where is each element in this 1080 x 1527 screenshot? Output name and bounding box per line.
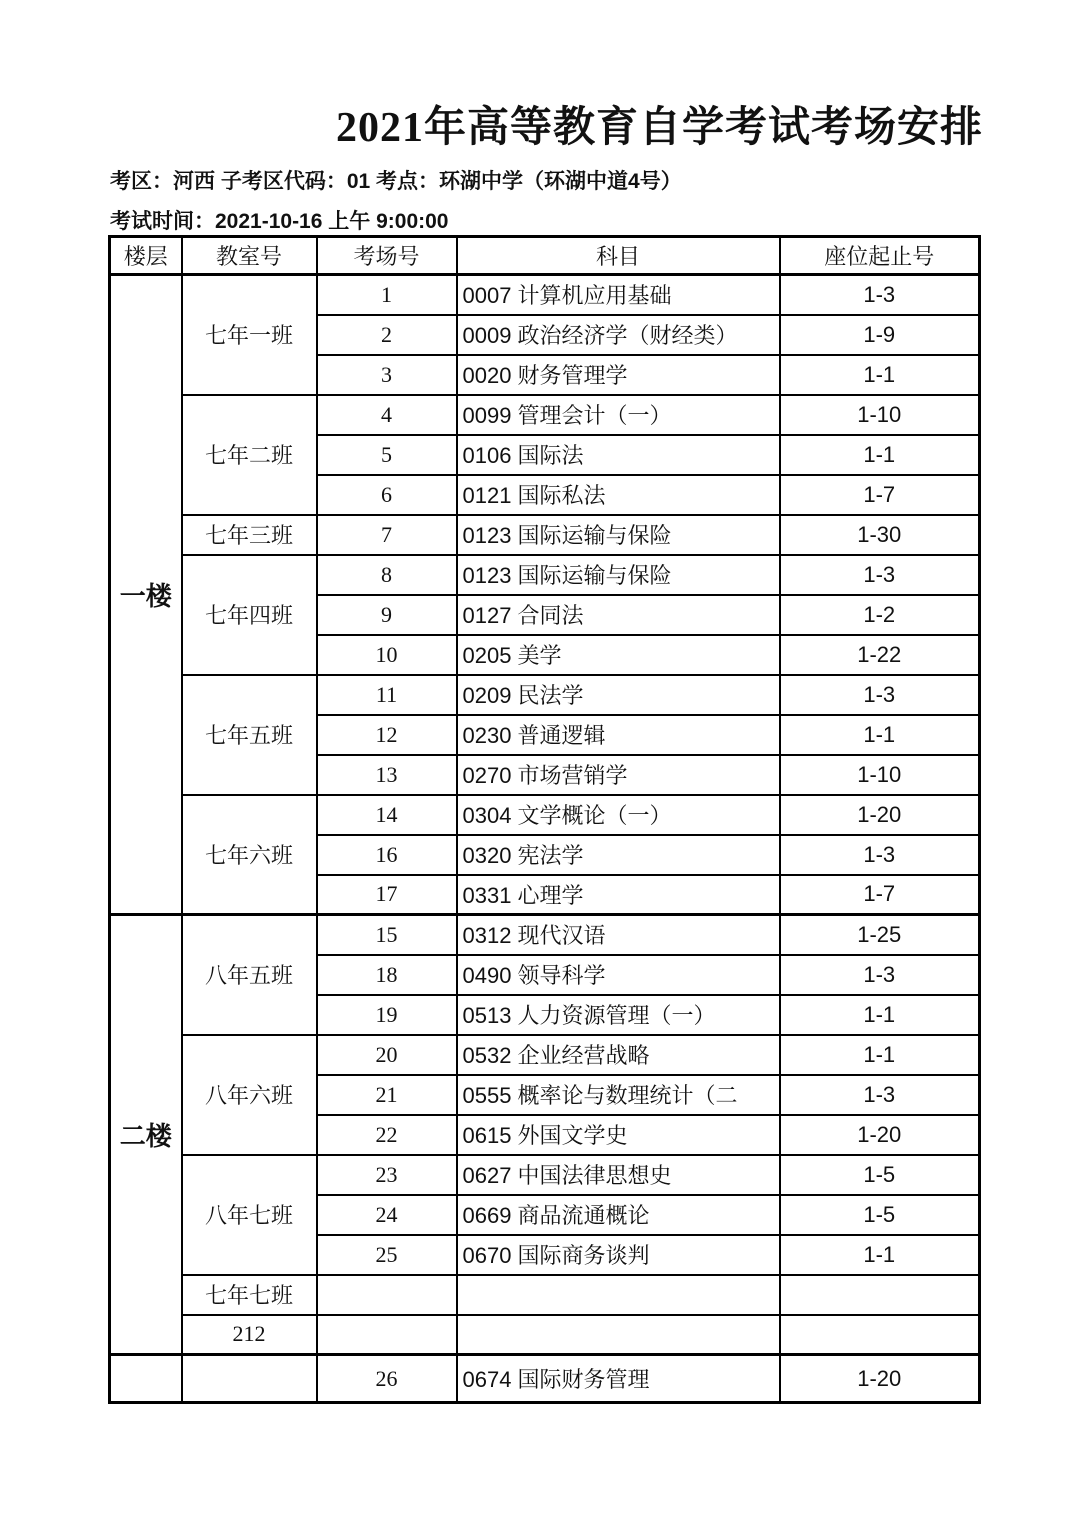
- doc-title: 2021年高等教育自学考试考场安排: [336, 105, 984, 151]
- session-number-cell: 19: [317, 995, 457, 1035]
- exam-time-info: 考试时间：2021-10-16 上午 9:00:00: [110, 210, 449, 233]
- subject-cell: 0331 心理学: [457, 875, 780, 915]
- header-row: [110, 237, 980, 275]
- room-cell: 八年五班: [182, 915, 317, 1035]
- room-cell: 七年三班: [182, 515, 317, 555]
- table-row: [110, 555, 980, 595]
- seat-range-cell: 1-20: [780, 1355, 980, 1403]
- exam-schedule-table: [108, 235, 981, 1404]
- subject-cell: 0270 市场营销学: [457, 755, 780, 795]
- table-row: [110, 915, 980, 955]
- seat-range-cell: 1-3: [780, 555, 980, 595]
- subject-cell: 0669 商品流通概论: [457, 1195, 780, 1235]
- room-cell: [182, 1355, 317, 1403]
- seat-range-cell: 1-1: [780, 1235, 980, 1275]
- table-row: [110, 275, 980, 315]
- table-row: [110, 1155, 980, 1195]
- session-number-cell: 3: [317, 355, 457, 395]
- exam-site-info: 考区：河西 子考区代码：01 考点：环湖中学（环湖中道4号）: [110, 170, 682, 193]
- subject-cell: 0209 民法学: [457, 675, 780, 715]
- seat-range-cell: [780, 1315, 980, 1355]
- room-cell: 七年五班: [182, 675, 317, 795]
- seat-range-cell: 1-7: [780, 875, 980, 915]
- session-number-cell: 8: [317, 555, 457, 595]
- seat-range-cell: 1-3: [780, 955, 980, 995]
- subject-cell: 0555 概率论与数理统计（二: [457, 1075, 780, 1115]
- room-cell: 八年七班: [182, 1155, 317, 1275]
- subject-cell: 0627 中国法律思想史: [457, 1155, 780, 1195]
- session-number-cell: 26: [317, 1355, 457, 1403]
- table-row: [110, 1275, 980, 1315]
- session-number-cell: [317, 1315, 457, 1355]
- session-number-cell: 16: [317, 835, 457, 875]
- session-number-cell: 14: [317, 795, 457, 835]
- subject-cell: 0127 合同法: [457, 595, 780, 635]
- subject-cell: 0123 国际运输与保险: [457, 515, 780, 555]
- subject-cell: 0230 普通逻辑: [457, 715, 780, 755]
- table-row: [110, 1355, 980, 1403]
- subject-cell: 0020 财务管理学: [457, 355, 780, 395]
- subject-cell: 0205 美学: [457, 635, 780, 675]
- subject-cell: 0532 企业经营战略: [457, 1035, 780, 1075]
- table-row: [110, 515, 980, 555]
- seat-range-cell: 1-5: [780, 1195, 980, 1235]
- session-number-cell: 22: [317, 1115, 457, 1155]
- subject-cell: 0312 现代汉语: [457, 915, 780, 955]
- subject-cell: 0007 计算机应用基础: [457, 275, 780, 315]
- subject-cell: 0106 国际法: [457, 435, 780, 475]
- session-number-cell: 18: [317, 955, 457, 995]
- seat-range-cell: 1-3: [780, 675, 980, 715]
- subject-cell: [457, 1275, 780, 1315]
- subject-cell: 0490 领导科学: [457, 955, 780, 995]
- table-row: [110, 795, 980, 835]
- table-row: [110, 1315, 980, 1355]
- session-number-cell: 2: [317, 315, 457, 355]
- subject-cell: 0123 国际运输与保险: [457, 555, 780, 595]
- seat-range-cell: 1-10: [780, 755, 980, 795]
- seat-range-cell: 1-7: [780, 475, 980, 515]
- room-cell: 七年七班: [182, 1275, 317, 1315]
- subject-cell: 0513 人力资源管理（一）: [457, 995, 780, 1035]
- session-number-cell: 5: [317, 435, 457, 475]
- session-number-cell: 9: [317, 595, 457, 635]
- room-cell: 七年四班: [182, 555, 317, 675]
- seat-range-cell: 1-3: [780, 275, 980, 315]
- seat-range-cell: 1-1: [780, 995, 980, 1035]
- schedule-body: [110, 275, 980, 1403]
- seat-range-cell: 1-20: [780, 795, 980, 835]
- floor-cell: [110, 1355, 182, 1403]
- room-cell: 七年二班: [182, 395, 317, 515]
- subject-cell: 0009 政治经济学（财经类）: [457, 315, 780, 355]
- session-number-cell: 25: [317, 1235, 457, 1275]
- session-number-cell: [317, 1275, 457, 1315]
- session-number-cell: 1: [317, 275, 457, 315]
- col-header-seats: 座位起止号: [780, 237, 980, 275]
- subject-cell: 0670 国际商务谈判: [457, 1235, 780, 1275]
- table-row: [110, 1035, 980, 1075]
- col-header-session: 考场号: [317, 237, 457, 275]
- session-number-cell: 15: [317, 915, 457, 955]
- seat-range-cell: 1-20: [780, 1115, 980, 1155]
- subject-cell: 0615 外国文学史: [457, 1115, 780, 1155]
- room-cell: 八年六班: [182, 1035, 317, 1155]
- seat-range-cell: 1-10: [780, 395, 980, 435]
- subject-cell: 0099 管理会计（一）: [457, 395, 780, 435]
- floor-cell: 一楼: [110, 275, 182, 915]
- session-number-cell: 21: [317, 1075, 457, 1115]
- session-number-cell: 12: [317, 715, 457, 755]
- session-number-cell: 4: [317, 395, 457, 435]
- session-number-cell: 6: [317, 475, 457, 515]
- session-number-cell: 17: [317, 875, 457, 915]
- table-row: [110, 675, 980, 715]
- col-header-room: 教室号: [182, 237, 317, 275]
- seat-range-cell: 1-1: [780, 1035, 980, 1075]
- seat-range-cell: 1-3: [780, 1075, 980, 1115]
- session-number-cell: 23: [317, 1155, 457, 1195]
- session-number-cell: 20: [317, 1035, 457, 1075]
- col-header-subject: 科目: [457, 237, 780, 275]
- seat-range-cell: 1-3: [780, 835, 980, 875]
- room-cell: 七年一班: [182, 275, 317, 395]
- subject-cell: 0674 国际财务管理: [457, 1355, 780, 1403]
- seat-range-cell: 1-2: [780, 595, 980, 635]
- seat-range-cell: 1-30: [780, 515, 980, 555]
- seat-range-cell: 1-25: [780, 915, 980, 955]
- session-number-cell: 10: [317, 635, 457, 675]
- session-number-cell: 11: [317, 675, 457, 715]
- seat-range-cell: 1-1: [780, 435, 980, 475]
- seat-range-cell: 1-1: [780, 355, 980, 395]
- col-header-floor: 楼层: [110, 237, 182, 275]
- subject-cell: 0304 文学概论（一）: [457, 795, 780, 835]
- table-row: [110, 395, 980, 435]
- session-number-cell: 13: [317, 755, 457, 795]
- seat-range-cell: 1-5: [780, 1155, 980, 1195]
- seat-range-cell: 1-9: [780, 315, 980, 355]
- room-cell: 七年六班: [182, 795, 317, 915]
- seat-range-cell: [780, 1275, 980, 1315]
- session-number-cell: 24: [317, 1195, 457, 1235]
- session-number-cell: 7: [317, 515, 457, 555]
- seat-range-cell: 1-1: [780, 715, 980, 755]
- floor-cell: 二楼: [110, 915, 182, 1355]
- room-cell: 212: [182, 1315, 317, 1355]
- seat-range-cell: 1-22: [780, 635, 980, 675]
- subject-cell: [457, 1315, 780, 1355]
- subject-cell: 0320 宪法学: [457, 835, 780, 875]
- subject-cell: 0121 国际私法: [457, 475, 780, 515]
